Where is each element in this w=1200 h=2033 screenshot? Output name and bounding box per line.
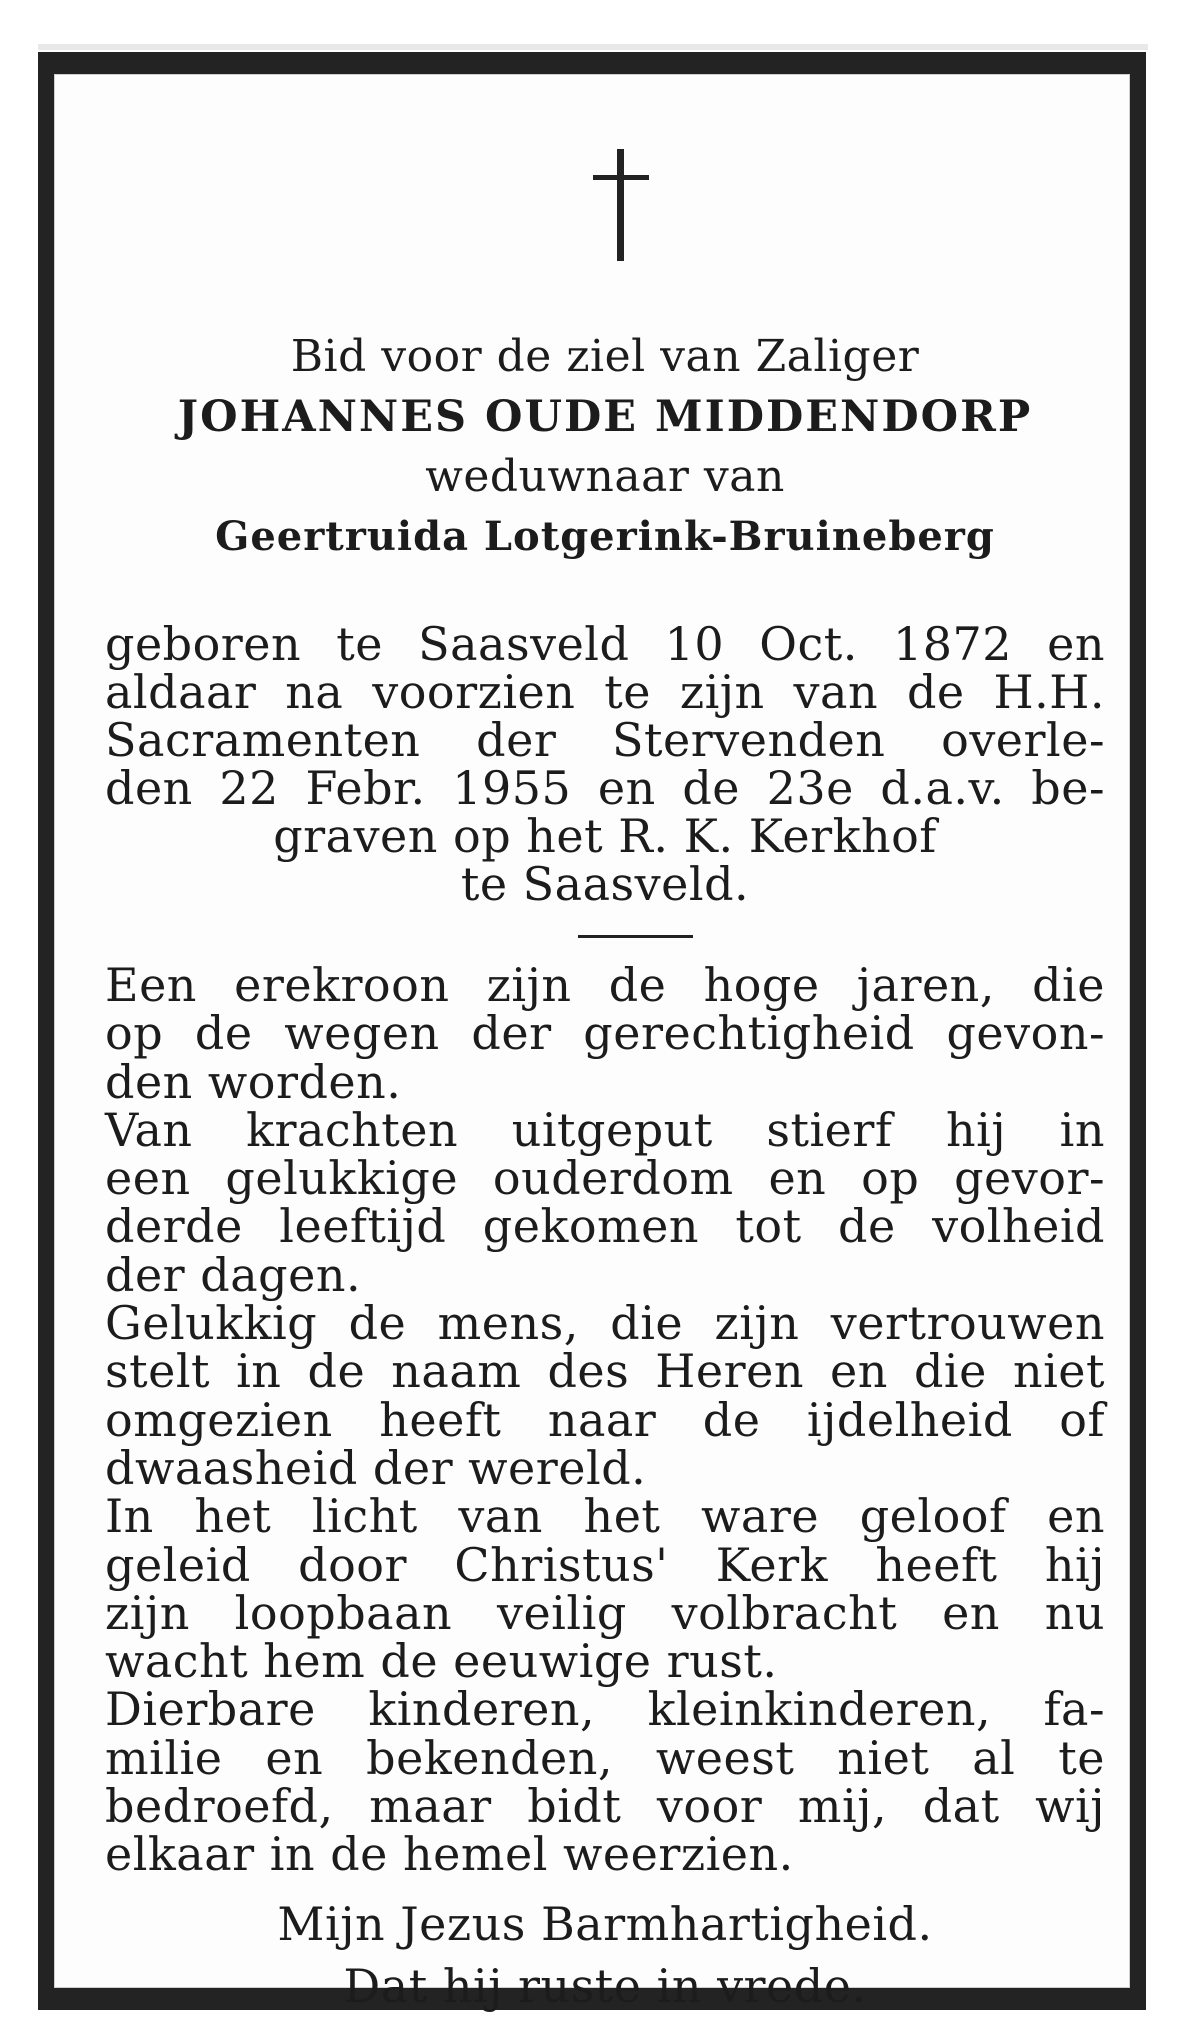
verse-line: bedroefd, maar bidt voor mij, dat wij	[105, 1779, 1105, 1834]
verse-line: Dierbare kinderen, kleinkinderen, fa-	[105, 1682, 1105, 1737]
biography-line: te Saasveld.	[460, 857, 750, 911]
deceased-name: JOHANNES OUDE MIDDENDORP	[177, 392, 1033, 442]
divider	[578, 935, 693, 938]
verse-line: wacht hem de eeuwige rust.	[105, 1634, 778, 1689]
scan-edge	[38, 44, 1148, 50]
verse-line: milie en bekenden, weest niet al te	[105, 1730, 1105, 1785]
biography-line: den 22 Febr. 1955 en de 23e d.a.v. be-	[105, 761, 1105, 815]
verse-line: Een erekroon zijn de hoge jaren, die	[105, 958, 1105, 1012]
biography	[105, 617, 1105, 911]
verse-line: een gelukkige ouderdom en op gevor-	[105, 1151, 1105, 1206]
closing	[105, 1893, 1105, 2017]
relation-text: weduwnaar van	[425, 451, 785, 502]
biography-line: aldaar na voorzien te zijn van de H.H.	[105, 665, 1105, 719]
verse-line: Van krachten uitgeput stierf hij in	[105, 1102, 1105, 1157]
verse-line: geleid door Christus' Kerk heeft hij	[105, 1537, 1105, 1592]
verse-line: derde leeftijd gekomen tot de volheid	[105, 1199, 1105, 1254]
verse-line: Gelukkig de mens, die zijn vertrouwen	[105, 1296, 1105, 1351]
closing-line: Mijn Jezus Barmhartigheid.	[277, 1897, 933, 1951]
memorial-card	[38, 52, 1146, 2013]
verse-line: zijn loopbaan veilig volbracht en nu	[105, 1585, 1105, 1640]
biography-line: graven op het R. K. Kerkhof	[273, 809, 937, 863]
cross-icon	[593, 149, 649, 261]
spouse-name: Geertruida Lotgerink-Bruineberg	[215, 513, 995, 560]
closing-line: Dat hij ruste in vrede.	[343, 1959, 867, 2013]
verse-line: omgezien heeft naar de ijdelheid of	[105, 1392, 1105, 1447]
verse-line: dwaasheid der wereld.	[105, 1440, 647, 1495]
biography-line: geboren te Saasveld 10 Oct. 1872 en	[105, 617, 1105, 671]
card-header	[105, 327, 1105, 567]
verse-line: stelt in de naam des Heren en die niet	[105, 1344, 1105, 1399]
verse-line: elkaar in de hemel weerzien.	[105, 1827, 794, 1882]
biography-line: Sacramenten der Stervenden overle-	[105, 713, 1105, 767]
card-body	[54, 74, 1130, 2013]
verse-line: der dagen.	[105, 1247, 362, 1302]
invocation: Bid voor de ziel van Zaliger	[290, 331, 920, 382]
verse-line: den worden.	[105, 1054, 402, 1109]
verse-line: In het licht van het ware geloof en	[105, 1489, 1105, 1544]
verse-line: op de wegen der gerechtigheid gevon-	[105, 1006, 1105, 1061]
verses	[105, 958, 1105, 1882]
